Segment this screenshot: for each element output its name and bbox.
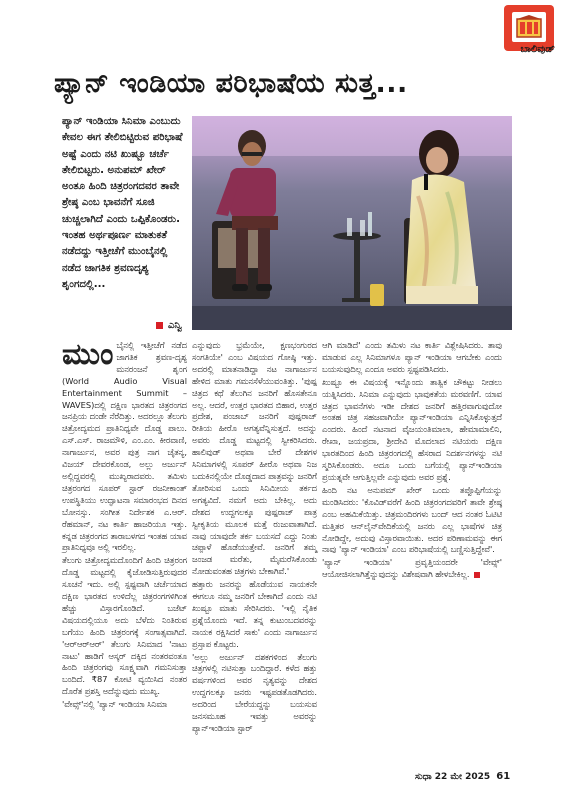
paragraph [322,557,502,581]
byline [156,320,182,331]
paragraph: 'ಅಲ್ಲು ಅರ್ಜುನ್ ದಶಕಗಳಿಂದ ತೆಲುಗು ಚಿತ್ರಗಳಲ್ಲಿ ನಟಿಸುತ್ತಾ ಬಂದಿದ್ದಾರೆ. ಕಳೆದ ಹತ್ತು ವರ್ಷಗಳಿಂದ ಅವರ ನೃತ್ಯವನ್ನು ದೇಶದ ಉದ್ದಗಲಕ್ಕೂ ಜನರು ಇಷ್ಟಪಡತೊಡಗಿದರು. ಅದರಿಂದ ಬೇರೆಯದ್ದನ್ನು ಬಯಸುವ ಜನಸಮೂಹ ಇವತ್ತು ಅವರನ್ನು ಪ್ಯಾನ್‌ಇಂಡಿಯಾ ಸ್ಟಾರ್ [192,651,317,733]
paragraph: 'ವೇವ್ಸ್'ನಲ್ಲಿ 'ಪ್ಯಾನ್ ಇಂಡಿಯಾ ಸಿನಿಮಾ [62,699,168,710]
intro-paragraph: ಪ್ಯಾನ್ ಇಂಡಿಯಾ ಸಿನಿಮಾ ಎಂಬುದು ಕೇವಲ ಈಗ ತೇಲಿಬಿಟ್ಟಿರುವ ಪರಿಭಾಷೆ ಅಷ್ಟೆ ಎಂದು ನಟಿ ಖುಷ್ಬೂ ಚರ್ಚೆ ತೇಲಿಬಿಟ್ಟರು. ಅನುಪಮ್ ಖೇರ್ ಅಂತೂ ಹಿಂದಿ ಚಿತ್ರರಂಗದವರ ತಾವೇ ಶ್ರೇಷ್ಠ ಎಂಬ ಭಾವನೆಗೆ ಸೂಜಿ ಚುಚ್ಚಲಾಗಿದೆ ಎಂದು ಒಪ್ಪಿಕೊಂಡರು. ಇಂತಹ ಅರ್ಥಪೂರ್ಣ ಮಾತುಕತೆ ನಡೆದದ್ದು ಇತ್ತೀಚೆಗೆ ಮುಂಬೈನಲ್ಲಿ ನಡೆದ ಜಾಗತಿಕ ಶ್ರವಣದೃಶ್ಯ ಶೃಂಗದಲ್ಲಿ... [62,116,183,290]
paragraph: ಆಗಿ ಮಾಡಿದೆ' ಎಂದು ತಮಿಳು ನಟ ಕಾರ್ತಿ ವಿಶ್ಲೇಷಿಸಿದರು. ತಾವು ಮಾಡುವ ಎಲ್ಲ ಸಿನಿಮಾಗಳೂ ಪ್ಯಾನ್ ಇಂಡಿಯಾ ಆಗಬೇಕು ಎಂದು ಬಯಸುವುದಿಲ್ಲ ಎಂದೂ ಅವರು ಸ್ಪಷ್ಟಪಡಿಸಿದರು. [322,340,502,374]
author-name: ಎನ್ವಿ [168,320,182,331]
paragraph: ಹಿಂದಿ ನಟ ಅನುಪಮ್ ಖೇರ್ ಒಂದು ತಪ್ಪೊಪ್ಪಿಗೆಯನ್ನು ಮಂಡಿಸಿದರು: 'ಕೊವಿಡ್‌ವರೆಗೆ ಹಿಂದಿ ಚಿತ್ರರಂಗದವರಿಗೆ ತಾವೇ ಶ್ರೇಷ್ಠ ಎಂಬ ಅಹಮಿಕೆಯಿತ್ತು. ಚಿತ್ರಮಂದಿರಗಳು ಬಂದ್ ಆದ ನಂತರ ಓಟಿಟಿ ಮತ್ತಿತರ ಆನ್‌ಲೈನ್‌ವೇದಿಕೆಯಲ್ಲಿ ಜನರು ಎಲ್ಲ ಭಾಷೆಗಳ ಚಿತ್ರ ನೋಡಿದ್ದೇ, ಅದುವು ವಿಸ್ತಾರವಾಯಿತು. ಅದರ ಪರಿಣಾಮವನ್ನು ಈಗ ನಾವು 'ಪ್ಯಾನ್ ಇಂಡಿಯಾ' ಎಂಬ ಪರಿಭಾಷೆಯಲ್ಲಿ ಬಣ್ಣಿಸುತ್ತಿದ್ದೇವೆ'. [322,484,502,555]
paragraph [62,337,187,554]
paragraph: ಖುಷ್ಬೂ ಈ ವಿಷಯಕ್ಕೆ ಇನ್ನೊಂದು ತಾತ್ವಿಕ ಚೌಕಟ್ಟು ನೀಡಲು ಯತ್ನಿಸಿದರು. ಸಿನಿಮಾ ಎನ್ನುವುದು ಭಾವುಕತೆಯ ಮರವಣಿಗೆ. ಯಾವ ಚಿತ್ರದ ಭಾವನೆಗಳು ಇಡೀ ದೇಶದ ಜನರಿಗೆ ಹತ್ತಿರವಾಗುವುದೋ ಅಂತಹ ಚಿತ್ರ ಸಹಜವಾಗಿಯೇ ಪ್ಯಾನ್‌ಇಂಡಿಯಾ ಎನ್ನಿಸಿಕೊಳ್ಳುತ್ತದೆ ಎಂದರು. ಹಿಂದೆ ನಟನಾದ ವೈಜಯಂತಿಮಾಲಾ, ಹೇಮಾಮಾಲಿನಿ, ರೇಖಾ, ಜಯಪ್ರದಾ, ಶ್ರೀದೇವಿ ಮೊದಲಾದ ನಟಿಯರು ದಕ್ಷಿಣ ಭಾರತದಿಂದ ಹಿಂದಿ ಚಿತ್ರರಂಗದಲ್ಲಿ ಹೆಸರಾದ ನಿದರ್ಶನಗಳನ್ನು ನಟಿ ಸ್ಮರಿಸಿಕೊಂಡರು. ಅದೂ ಒಂದು ಬಗೆಯಲ್ಲಿ ಪ್ಯಾನ್‌ಇಂಡಿಯಾ ಪ್ರಯತ್ನವೇ ಆಗುತ್ತಿಲ್ಲವೇ ಎನ್ನುವುದು ಅವರ ಪ್ರಶ್ನೆ. [322,376,502,482]
headline: ಪ್ಯಾನ್ ಇಂಡಿಯಾ ಪರಿಭಾಷೆಯ ಸುತ್ತ... [54,68,408,99]
paragraph-text: 'ಪ್ಯಾನ್ ಇಂಡಿಯಾ' ಪ್ರವೃತ್ತಿಯಂದರೇ 'ವೇವ್ಸ್' ಆಯೋಜಿಸಲಾಗಿತ್ತೆನ್ನುವುದನ್ನು ವಿಶೇಷವಾಗಿ ಹೇಳಬೇಕಿಲ್ಲ. [322,557,502,580]
page-number: 61 [496,771,511,782]
section-label: ಬಾಲಿವುಡ್ [520,44,555,55]
paragraph-text: ಬೈನಲ್ಲಿ ಇತ್ತೀಚೆಗೆ ನಡೆದ ಜಾಗತಿಕ ಶ್ರವಣ-ದೃಶ್ಯ ಮನರಂಜನೆ ಶೃಂಗ (World Audio Visual Entertainment Summit – WAVES)ದಲ್ಲಿ ದಕ್ಷಿಣ ಭಾರತದ ಚಿತ್ರರಂಗದ ಜನಪ್ರಿಯ ದಂಡೇ ನೆರೆದಿತ್ತು. ಅದರಲ್ಲೂ ತೆಲುಗು ಚಿತ್ರೋದ್ಯಮದ ಪ್ರಾತಿನಿಧ್ಯವೇ ದೊಡ್ಡ ಪಾಲು. ಎಸ್.ಎಸ್. ರಾಜಮೌಳಿ, ಎಂ.ಎಂ. ಕೀರವಾಣಿ, ನಾಗಾರ್ಜುನ, ಅವರ ಪುತ್ರ ನಾಗ ಚೈತನ್ಯ, ವಿಜಯ್ ದೇವರಕೊಂಡ, ಅಲ್ಲು ಅರ್ಜುನ್ ಅಲ್ಲಿದ್ದವರಲ್ಲಿ ಮುಖ್ಯರಾದವರು. ತಮಿಳು ಚಿತ್ರರಂಗದ ಸೂಪರ್ ಸ್ಟಾರ್ ರಜನೀಕಾಂತ್ ಉಪಸ್ಥಿತಿಯು ಉದ್ಘಾಟನಾ ಸಮಾರಂಭದ ದಿನದ ಬೋನಸ್ಸು. ಸಂಗೀತ ನಿರ್ದೇಶಕ ಎ.ಆರ್. ರೆಹಮಾನ್, ನಟ ಕಾರ್ತಿ ಹಾಜರಿಯೂ ಇತ್ತು. ಕನ್ನಡ ಚಿತ್ರರಂಗದ ತಾರಾಬಳಗದ ಇಂತಹ ಯಾವ ಪ್ರಾತಿನಿಧ್ಯವೂ ಅಲ್ಲಿ ಇರಲಿಲ್ಲ. [62,340,187,553]
byline-marker [156,322,163,329]
paragraph: ಎನ್ನುವುದು ಭ್ರಮೆಯೇ, ಕ್ಷಣಭಂಗುರದ ಸಂಗತಿಯೇ' ಎಂಬ ವಿಷಯದ ಗೋಷ್ಠಿ ಇತ್ತು. ಅದರಲ್ಲಿ ಮಾತನಾಡಿದ್ದಾ ನಟ ನಾಗಾರ್ಜುನ ಹೇಳಿದ ಮಾತು ಗಮನಸೆಳೆಯುವಂತಿತ್ತು. 'ಪುಷ್ಪ ಚಿತ್ರದ ಕಥೆ ತೆಲುಗಿನ ಜನರಿಗೆ ಹೊಸತೇನೂ ಅಲ್ಲ. ಆದರೆ, ಉತ್ತರ ಭಾರತದ ಬಿಹಾರ, ಉತ್ತರ ಪ್ರದೇಶ, ಪಂಜಾಬ್ ಜನರಿಗೆ ಪುಷ್ಪರಾಜ್ ರೀತಿಯ ಹೀರೊ ಅಗತ್ಯವೆನ್ನಿಸುತ್ತದೆ. ಅದನ್ನು ಅವರು ದೊಡ್ಡ ಮಟ್ಟದಲ್ಲಿ ಸ್ವೀಕರಿಸಿದರು. ಹಾಲಿವುಡ್ ಅಥವಾ ಬೇರೆ ದೇಶಗಳ ಸಿನಿಮಾಗಳಲ್ಲಿ ಸೂಪರ್ ಹೀರೊ ಅಥವಾ ನಿಜ ಬದುಕಿನಲ್ಲಿಯೇ ದೊಡ್ಡದಾದ ಪಾತ್ರವನ್ನು ಜನರಿಗೆ ತೋರಿಸುವ ಒಂದು ಸಿನಿಮೀಯ ತರ್ಕದ ಅಗತ್ಯವಿದೆ. ನಮಗೆ ಅದು ಬೇಕಿಲ್ಲ. ಅದು ದೇಶದ ಉದ್ದಗಲಕ್ಕೂ ಪುಷ್ಪರಾಜ್ ಪಾತ್ರ ಸ್ವೀಕೃತಿಯ ಮೂಲಕ ಮತ್ತೆ ರುಜುವಾತಾಗಿದೆ. ನಾವು ಯಾವುದೇ ತರ್ಕ ಬಯಸದೆ ಎದ್ದು ನಿಂತು ಚಪ್ಪಾಳೆ ಹೊಡೆಯುತ್ತೇವೆ. ಜನರಿಗೆ ತಮ್ಮ ಜಂಜಡ ಮರೆತು, ಮೈಮರೆಸಿಕೊಂಡು ನೋಡುವಂತಹ ಚಿತ್ರಗಳು ಬೇಕಾಗಿವೆ.' [192,340,317,577]
event-photo [192,116,512,330]
page-footer [415,771,510,782]
paragraph: ತೆಲುಗು ಚಿತ್ರೋದ್ಯಮದೊಂದಿಗೆ ಹಿಂದಿ ಚಿತ್ರರಂಗ ದೊಡ್ಡ ಮಟ್ಟದಲ್ಲಿ ಕೈಜೋಡಿಸುತ್ತಿರುವುದರ ಸೂಚನೆ ಇದು. ಅಲ್ಲಿ ಸ್ಪಷ್ಟವಾಗಿ ಚರ್ಚೆಯಾದ ದಕ್ಷಿಣ ಭಾರತದ ಉಳಿದೆಲ್ಲ ಚಿತ್ರರಂಗಗಳಿಗಿಂತ ಹೆಚ್ಚು ವಿಸ್ತಾರಗೊಂಡಿದೆ. ಬಜೆಟ್ ವಿಷಯದಲ್ಲಿಯೂ ಅದು ಬೆಳೆದು ನಿಂತಿರುವ ಬಗೆಯು ಹಿಂದಿ ಚಿತ್ರರಂಗಕ್ಕೆ ಸಂಗಾತ್ಸವಾಗಿದೆ. 'ಆರ್‌ಆರ್‌ಆರ್' ತೆಲುಗು ಸಿನಿಮಾದ 'ನಾಟು ನಾಟು' ಹಾಡಿಗೆ ಆಸ್ಕರ್ ದಕ್ಕಿದ ನಂತರವಂತೂ ಹಿಂದಿ ಚಿತ್ರರಂಗವು ಸೂಕ್ಷ್ಮವಾಗಿ ಗಮನಿಸುತ್ತಾ ಬಂದಿದೆ. ₹87 ಕೋಟಿ ವ್ಯಯಿಸಿದ ನಂತರ ದೊರೆತ ಪ್ರಶಸ್ತಿ ಅದೆನ್ನುವುದು ಮುಖ್ಯ. [62,555,187,697]
article-column-3 [322,340,502,582]
drop-cap: ಮುಂ [62,337,114,372]
article-column-1 [62,337,187,712]
paragraph: ಹತ್ತಾರು ಜನರನ್ನು ಹೊಡೆಯುವ ನಾಯಕನೇ ಈಗಲೂ ನಮ್ಮ ಜನರಿಗೆ ಬೇಕಾಗಿದೆ ಎಂದು ನಟಿ ಖುಷ್ಬೂ ಮಾತು ಸೇರಿಸಿದರು. 'ಇಲ್ಲಿ ನೈತಿಕ ಪ್ರಶ್ನೆಯೊಂದು ಇದೆ. ತನ್ನ ಕುಟುಂಬದವರನ್ನು ನಾಯಕ ರಕ್ಷಿಸಿದರೆ ಸಾಕು' ಎಂದು ನಾಗಾರ್ಜುನ ಪ್ರಸ್ತಾಪ ಕೊಟ್ಟರು. [192,579,317,649]
end-marker [474,572,480,578]
film-icon [512,12,546,42]
article-column-2 [192,340,317,736]
issue-date: ಸುಧಾ 22 ಮೇ 2025 [415,772,491,782]
